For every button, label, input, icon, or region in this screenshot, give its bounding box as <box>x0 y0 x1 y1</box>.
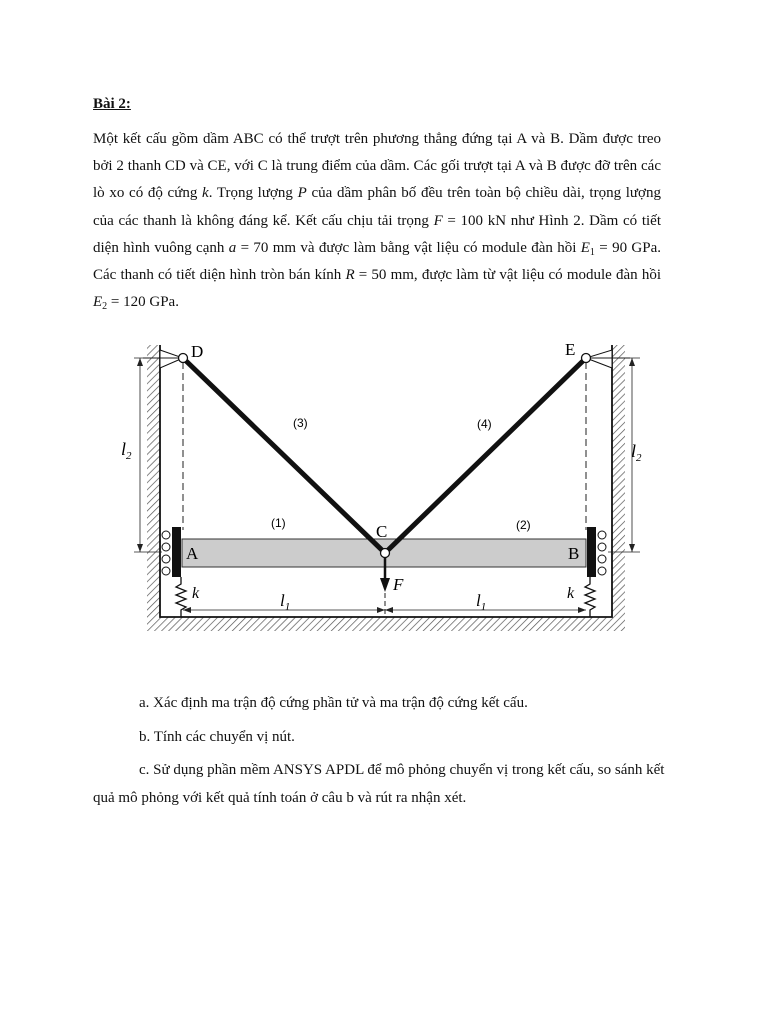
label-bar-3: (3) <box>293 416 308 430</box>
question-b: b. Tính các chuyển vị nút. <box>139 729 295 745</box>
structure-figure <box>120 335 640 635</box>
label-beam-1: (1) <box>271 516 286 530</box>
joint-E <box>582 354 591 363</box>
label-force: F <box>393 575 404 594</box>
problem-statement: Một kết cấu gồm dầm ABC có thể trượt trên phương thẳng đứng tại A và B. Dầm được treo bởi 2 thanh CD và CE, với C là trung điểm của dầm. Các gối trượt tại A và B được đỡ trên các lò xo có độ cứng k. Trọng lượng P của dầm phân bố đều trên toàn bộ chiều dài, trọng lượng của các thanh là không đáng kể. Kết cấu chịu tải trọng F = 100 kN như Hình 2. Dầm có tiết diện hình vuông cạnh a = 70 mm và được làm bằng vật liệu có module đàn hồi $E_1 = 90$ GPa. Các thanh có tiết diện hình tròn bán kính R = 50 mm, được làm từ vật liệu có module đàn hồi $E_2 = 120$ GPa. <box>93 131 661 313</box>
svg-text:l1: $l_1$ <box>280 591 291 613</box>
label-E: E <box>565 340 576 359</box>
svg-text:l2: $l_2$ <box>631 441 642 464</box>
ground <box>147 617 625 631</box>
force-arrowhead <box>380 578 390 592</box>
label-l1-right: l <box>476 591 481 610</box>
question-c: c. Sử dụng phần mềm ANSYS APDL để mô phỏng chuyển vị trong kết cấu, so sánh kết quả mô phỏng với kết quả tính toán ở câu b và rút ra nhận xét. <box>93 762 665 806</box>
label-k-right: k <box>567 585 575 602</box>
label-D: D <box>191 342 204 361</box>
label-l2-left: l <box>121 439 127 459</box>
label-k-left: k <box>192 585 200 602</box>
label-beam-2: (2) <box>516 518 531 532</box>
slider-A <box>162 527 181 577</box>
right-wall <box>612 345 625 631</box>
left-wall <box>147 345 160 631</box>
joint-D <box>179 354 188 363</box>
svg-text:l2: $l_2$ <box>121 439 132 462</box>
spring-left <box>176 577 186 617</box>
label-B: B <box>568 544 580 563</box>
label-bar-4: (4) <box>477 417 492 431</box>
question-a: a. Xác định ma trận độ cứng phần tử và ma trận độ cứng kết cấu. <box>139 695 528 711</box>
label-l2-right: l <box>631 441 637 461</box>
joint-C <box>381 549 390 558</box>
bar-CE <box>385 358 586 553</box>
label-l1-left: l <box>280 591 285 610</box>
exercise-heading: Bài 2: <box>93 96 131 112</box>
label-A: A <box>186 544 199 563</box>
svg-text:l1: $l_1$ <box>476 591 487 613</box>
spring-right <box>585 577 595 617</box>
slider-B <box>587 527 606 577</box>
label-C: C <box>376 522 388 541</box>
